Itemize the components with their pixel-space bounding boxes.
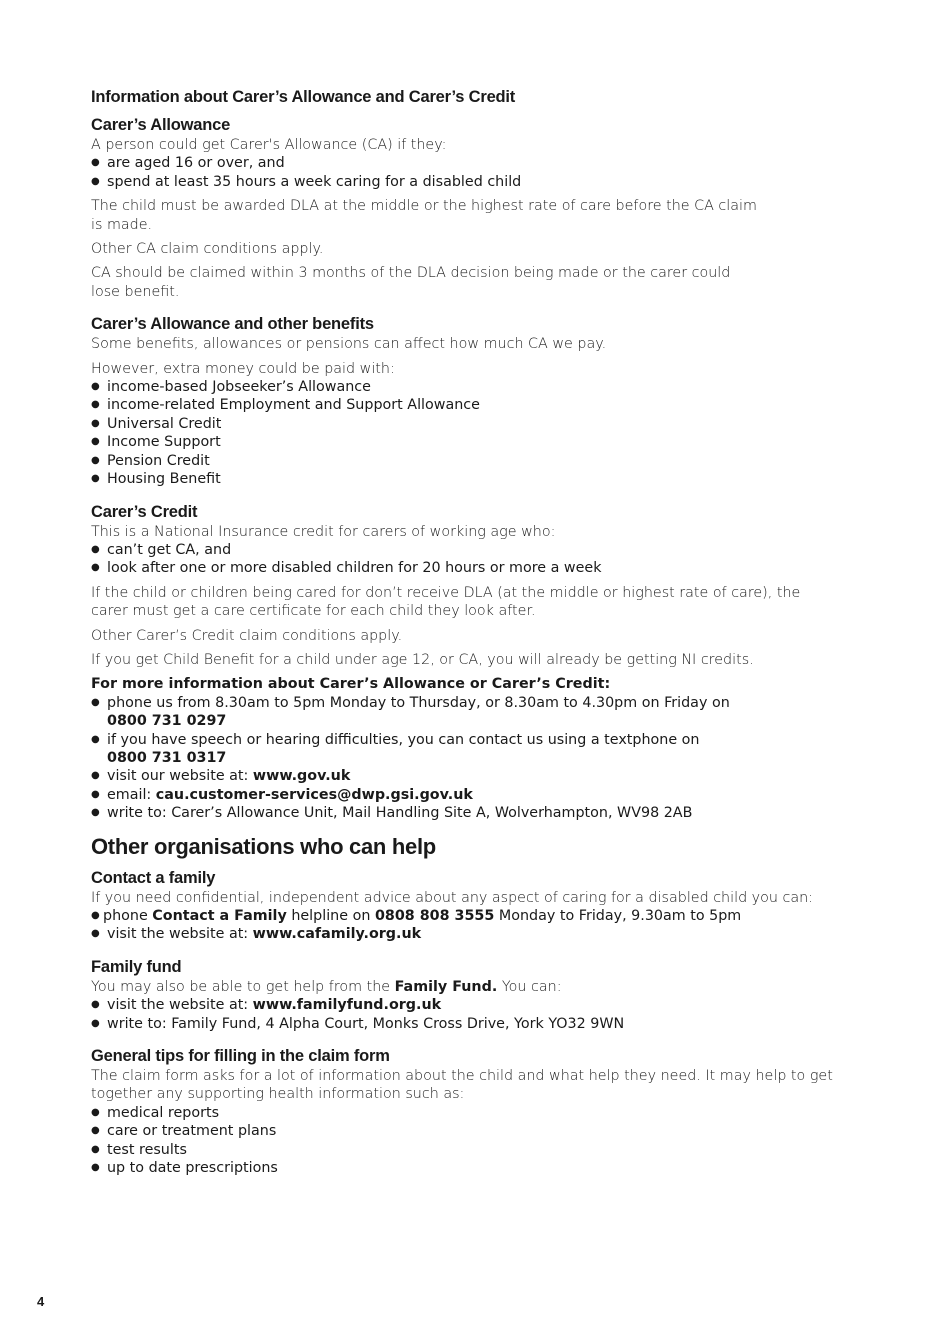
contact-a-family-section xyxy=(91,867,871,944)
email-link[interactable]: cau.customer-services@dwp.gsi.gov.uk xyxy=(155,786,473,803)
paragraph xyxy=(91,978,871,996)
website-link[interactable]: www.gov.uk xyxy=(252,768,351,785)
list-item xyxy=(91,786,871,804)
document-page xyxy=(91,86,871,1183)
family-fund-list xyxy=(91,996,871,1033)
paragraph: Other CA claim conditions apply. xyxy=(91,241,324,258)
text: You may also be able to get help from the xyxy=(91,978,395,995)
carers-allowance-list xyxy=(91,154,871,191)
text: You can: xyxy=(497,978,562,995)
list-item: ● Income Support xyxy=(91,433,871,451)
more-info-lead: For more information about Carer’s Allowance or Carer’s Credit: xyxy=(91,676,611,693)
carers-allowance-section xyxy=(91,114,871,301)
list-item xyxy=(91,731,871,768)
text: Monday to Friday, 9.30am to 5pm xyxy=(494,908,742,924)
list-item xyxy=(91,925,871,943)
list-item xyxy=(91,694,871,731)
cafamily-link[interactable]: www.cafamily.org.uk xyxy=(252,926,422,943)
contact-a-family-list xyxy=(91,907,871,944)
textphone-text: if you have speech or hearing difficulties, you can contact us using a textphone on xyxy=(107,731,700,748)
carers-allowance-heading: Carer’s Allowance xyxy=(91,116,231,134)
org-name: Family Fund. xyxy=(394,978,498,995)
organisations-section xyxy=(91,833,871,1033)
organisations-heading: Other organisations who can help xyxy=(91,833,436,859)
tips-heading: General tips for filling in the claim form xyxy=(91,1047,390,1066)
list-item xyxy=(91,907,871,925)
list-item: ● income-related Employment and Support Allowance xyxy=(91,396,871,414)
tips-list xyxy=(91,1104,871,1178)
tips-section xyxy=(91,1045,871,1177)
list-item: ● Pension Credit xyxy=(91,452,871,470)
familyfund-link[interactable]: www.familyfund.org.uk xyxy=(252,997,442,1014)
paragraph: Some benefits, allowances or pensions can affect how much CA we pay. xyxy=(91,336,607,353)
paragraph: However, extra money could be paid with: xyxy=(91,360,395,377)
ca-other-benefits-heading: Carer’s Allowance and other benefits xyxy=(91,315,374,334)
list-item: ● Universal Credit xyxy=(91,415,871,433)
carers-credit-list xyxy=(91,541,871,578)
paragraph: If you get Child Benefit for a child under age 12, or CA, you will already be getting NI credits. xyxy=(91,651,754,668)
web-prefix: visit the website at: xyxy=(107,926,253,943)
contact-list xyxy=(91,694,871,823)
text: phone xyxy=(103,908,153,924)
email-prefix: email: xyxy=(107,786,156,803)
main-heading: Information about Carer’s Allowance and Carer’s Credit xyxy=(91,88,516,106)
web-prefix: visit the website at: xyxy=(107,997,253,1014)
list-item xyxy=(91,767,871,785)
list-item: ● medical reports xyxy=(91,1104,871,1122)
list-item: ● test results xyxy=(91,1141,871,1159)
list-item: ● Housing Benefit xyxy=(91,470,871,488)
paragraph: Other Carer’s Credit claim conditions apply. xyxy=(91,627,403,644)
family-fund-heading: Family fund xyxy=(91,957,182,976)
paragraph: This is a National Insurance credit for carers of working age who: xyxy=(91,523,556,540)
web-prefix: visit our website at: xyxy=(107,768,253,785)
list-item: ● are aged 16 or over, and xyxy=(91,154,871,172)
list-item: ● write to: Family Fund, 4 Alpha Court, Monks Cross Drive, York YO32 9WN xyxy=(91,1015,871,1033)
list-item: ● care or treatment plans xyxy=(91,1122,871,1140)
more-info-section xyxy=(91,675,871,822)
paragraph: CA should be claimed within 3 months of the DLA decision being made or the carer could lose benefit. xyxy=(91,265,731,300)
carers-credit-heading: Carer’s Credit xyxy=(91,502,198,521)
list-item: ● look after one or more disabled children for 20 hours or more a week xyxy=(91,559,871,577)
textphone-number: 0800 731 0317 xyxy=(107,749,227,766)
family-fund-section xyxy=(91,956,871,1033)
carers-allowance-intro: A person could get Carer's Allowance (CA) if they: xyxy=(91,137,447,153)
text: helpline on xyxy=(286,908,375,924)
carers-credit-section xyxy=(91,501,871,670)
helpline-number: 0808 808 3555 xyxy=(374,908,495,924)
org-name: Contact a Family xyxy=(152,908,287,924)
ca-other-benefits-section xyxy=(91,313,871,488)
paragraph: The child must be awarded DLA at the middle or the highest rate of care before the CA claim is made. xyxy=(91,198,757,233)
page-number: 4 xyxy=(37,1294,45,1309)
list-item: ● can’t get CA, and xyxy=(91,541,871,559)
list-item: ● income-based Jobseeker’s Allowance xyxy=(91,378,871,396)
list-item: ● up to date prescriptions xyxy=(91,1159,871,1177)
phone-number: 0800 731 0297 xyxy=(107,713,227,730)
paragraph: If you need confidential, independent advice about any aspect of caring for a disabled child you can: xyxy=(91,889,813,906)
phone-text: phone us from 8.30am to 5pm Monday to Thursday, or 8.30am to 4.30pm on Friday on xyxy=(107,694,730,711)
benefits-list xyxy=(91,378,871,488)
list-item xyxy=(91,996,871,1014)
list-item: ● write to: Carer’s Allowance Unit, Mail Handling Site A, Wolverhampton, WV98 2AB xyxy=(91,804,871,822)
contact-a-family-heading: Contact a family xyxy=(91,868,216,887)
list-item: ● spend at least 35 hours a week caring for a disabled child xyxy=(91,173,871,191)
paragraph: The claim form asks for a lot of information about the child and what help they need. It may help to get together any supporting health information such as: xyxy=(91,1068,833,1103)
paragraph: If the child or children being cared for don’t receive DLA (at the middle or highest rate of care), the carer must get a care certificate for each child they look after. xyxy=(91,584,801,620)
